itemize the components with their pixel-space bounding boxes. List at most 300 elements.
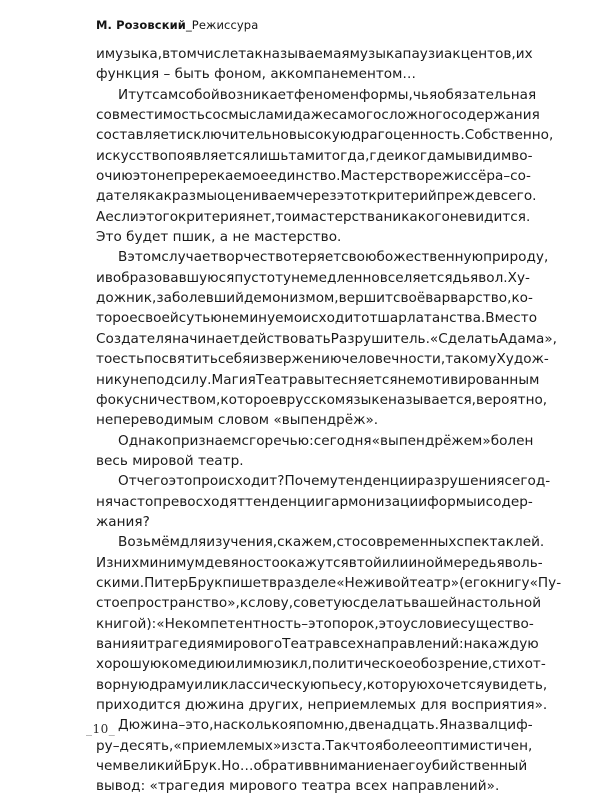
word: назвал	[448, 717, 499, 734]
word: раз	[171, 188, 197, 205]
word: Худож-	[496, 351, 549, 368]
text-line	[96, 553, 543, 573]
word: современных	[360, 534, 457, 551]
word: –	[178, 717, 186, 734]
word: ста.	[297, 737, 326, 754]
word: такому	[445, 351, 497, 368]
text-line	[96, 64, 513, 84]
word: убийственный	[423, 758, 528, 775]
word: в	[162, 46, 171, 62]
word: вытесняется	[305, 371, 398, 388]
word: том	[170, 46, 197, 62]
running-head	[96, 18, 258, 32]
word: даже	[292, 107, 332, 124]
word: политическое	[311, 656, 413, 673]
word: шарлатанства.	[377, 310, 486, 327]
word: непереводимым словом «выпендрёж».	[96, 412, 379, 429]
word: Брук	[188, 574, 223, 591]
word: «Сделать	[429, 330, 499, 347]
word: «Некомпетентность	[156, 615, 302, 632]
text-line	[96, 614, 534, 634]
word: немедленно	[291, 269, 380, 286]
word: во-	[511, 147, 533, 164]
word: Адама»,	[498, 330, 558, 347]
word: слову,	[248, 595, 294, 612]
word: пустоту	[234, 269, 292, 286]
paragraph	[96, 85, 554, 248]
word: Ху-	[507, 269, 530, 286]
word: и	[476, 493, 486, 510]
folio-number: 10	[92, 722, 109, 736]
word: видим	[465, 147, 512, 164]
word: варварство,	[425, 290, 512, 307]
text-line	[96, 166, 531, 186]
word: творчество	[210, 249, 292, 266]
word: которую	[366, 676, 428, 693]
word: искусство	[96, 147, 168, 164]
word: к	[239, 595, 249, 612]
word: Возьмём	[118, 534, 180, 551]
word: превосходят	[153, 493, 246, 510]
word: извержению	[250, 351, 342, 368]
word: Дюжина	[118, 717, 179, 734]
text-line	[96, 431, 534, 451]
word: тогда,	[323, 147, 370, 164]
word: –	[112, 737, 120, 754]
word: прежде	[436, 188, 493, 205]
text-line	[96, 573, 562, 593]
word: музыка,	[104, 46, 163, 62]
word: пьесу,	[321, 676, 367, 693]
word: драму	[149, 676, 195, 693]
word: стихот-	[492, 656, 546, 673]
word: внимание	[312, 758, 383, 775]
word: театр»	[409, 574, 460, 591]
body-text	[96, 44, 562, 797]
word: дьяволь-	[479, 554, 543, 571]
word: режиссёра	[424, 168, 504, 185]
word: классическую	[220, 676, 322, 693]
text-line	[96, 329, 558, 349]
text-line	[96, 736, 533, 756]
text-line	[96, 532, 545, 552]
word: ко-	[511, 290, 533, 307]
text-line	[96, 654, 546, 674]
word: чья	[412, 86, 438, 103]
word: их	[515, 46, 533, 62]
word: Брук.	[182, 758, 222, 775]
word: или	[226, 656, 253, 673]
paragraph	[96, 532, 562, 715]
text-line	[96, 756, 528, 776]
word: содер-	[485, 493, 533, 510]
word: возникает	[219, 86, 295, 103]
word: разделе	[277, 574, 337, 591]
word: формы	[427, 493, 477, 510]
word: для	[179, 534, 207, 551]
word: всего.	[492, 188, 537, 205]
text-line	[96, 146, 533, 166]
word: мирового	[214, 635, 283, 652]
word: чем	[96, 758, 123, 775]
word: вания	[96, 635, 139, 652]
word: изучения,	[206, 534, 278, 551]
word: А	[96, 208, 106, 225]
word: Разрушитель.	[330, 330, 430, 347]
word: формы,	[358, 86, 413, 103]
word: той	[356, 554, 382, 571]
text-line	[96, 227, 513, 247]
paragraph	[96, 247, 558, 430]
word: великий	[122, 758, 183, 775]
word: сам	[152, 86, 179, 103]
text-line	[96, 675, 548, 695]
word: более	[382, 737, 426, 754]
word: них	[113, 554, 140, 571]
word: книгу	[488, 574, 530, 591]
word: в	[278, 391, 287, 408]
word: вероятно,	[476, 391, 548, 408]
word: совместимость	[96, 107, 205, 124]
word: мастерства	[300, 208, 384, 225]
word: В	[118, 249, 128, 266]
word: природу,	[483, 249, 549, 266]
word: вселяется	[379, 269, 453, 286]
word: теряет	[291, 249, 342, 266]
text-line	[96, 207, 531, 227]
word: –	[301, 615, 309, 632]
word: называемая	[262, 46, 350, 62]
word: то	[96, 351, 113, 368]
word: это,	[185, 717, 214, 734]
word: этот	[336, 188, 369, 205]
word: обязательная	[437, 86, 537, 103]
word: пишет	[222, 574, 269, 591]
word: хочется	[427, 676, 485, 693]
word: настольной	[457, 595, 542, 612]
word: составляет	[96, 127, 177, 144]
word: очию	[96, 168, 133, 185]
word: разрушения	[416, 473, 505, 490]
paragraph	[96, 44, 533, 85]
word: это	[132, 168, 157, 185]
word: и	[138, 635, 148, 652]
word: со-	[510, 168, 531, 185]
word: Но…	[221, 758, 254, 775]
paragraph	[96, 471, 551, 532]
word: которое	[220, 391, 279, 408]
word: мюзикл,	[252, 656, 312, 673]
word: Отчего	[118, 473, 169, 490]
word: условие	[402, 615, 461, 632]
word: тут	[128, 86, 153, 103]
word: единство.	[268, 168, 341, 185]
word: феномен	[294, 86, 359, 103]
word: Так	[325, 737, 351, 754]
word: существо-	[460, 615, 534, 632]
word: каждую	[480, 635, 539, 652]
word: это	[308, 615, 332, 632]
text-line	[96, 44, 533, 64]
word: Это будет пшик, а не мастерство.	[96, 229, 342, 246]
word: музыка	[349, 46, 403, 62]
word: или	[381, 554, 409, 571]
word: я	[374, 737, 383, 754]
word: нику	[96, 371, 131, 388]
word: вашей	[411, 595, 458, 612]
word: «Неживой	[336, 574, 410, 591]
word: происходит?	[192, 473, 285, 490]
word: этом	[127, 249, 162, 266]
text-line	[96, 471, 551, 491]
word: сутью	[178, 310, 222, 327]
word: жания?	[96, 513, 150, 530]
text-line	[96, 715, 533, 735]
word: гармонизации	[323, 493, 428, 510]
word: я	[288, 717, 297, 734]
word: лишь	[250, 147, 289, 164]
word: и	[394, 147, 404, 164]
word: божественную	[376, 249, 484, 266]
text-line	[96, 410, 513, 430]
word: мы	[196, 188, 218, 205]
word: пространство»,	[128, 595, 240, 612]
word: вывод: «трагедия мирового театра всех направлений».	[96, 778, 500, 795]
word: или	[194, 676, 221, 693]
word: с	[241, 432, 250, 449]
text-line	[96, 593, 542, 613]
text-line	[96, 186, 537, 206]
word: называется,	[388, 391, 477, 408]
word: никакого	[383, 208, 450, 225]
word: из	[281, 737, 298, 754]
word: хорошую	[96, 656, 162, 673]
word: дьявол.	[452, 269, 508, 286]
word: «приемлемых»	[173, 737, 282, 754]
word: фокусничеством,	[96, 391, 221, 408]
word: своей	[137, 310, 179, 327]
word: пауз	[402, 46, 436, 62]
word: от	[361, 310, 378, 327]
word: и	[435, 46, 444, 62]
word: книгой):	[96, 615, 157, 632]
word: демонизмом,	[244, 290, 339, 307]
word: нет,	[245, 208, 276, 225]
word: со	[204, 107, 221, 124]
word: скажем,	[277, 534, 337, 551]
word: «Пу-	[529, 574, 562, 591]
word: под	[147, 371, 175, 388]
text-line	[96, 247, 549, 267]
word: критерия	[178, 208, 246, 225]
text-line	[96, 695, 548, 715]
word: сегодня	[313, 432, 372, 449]
word: спектаклей.	[456, 534, 545, 551]
word: весь мировой театр.	[96, 452, 244, 469]
text-line	[96, 268, 530, 288]
word: комедию	[161, 656, 227, 673]
word: часто	[113, 493, 154, 510]
text-line	[96, 512, 513, 532]
word: появляется	[167, 147, 251, 164]
word: образовавшуюся	[112, 269, 235, 286]
word: человечности,	[341, 351, 446, 368]
word: тенденции	[245, 493, 324, 510]
word: минимум	[139, 554, 205, 571]
word: порок,	[331, 615, 379, 632]
text-line	[96, 85, 537, 105]
word: на	[382, 758, 400, 775]
word: мы	[444, 147, 466, 164]
word: высокую	[288, 127, 352, 144]
word: себя	[217, 351, 251, 368]
word: заболевший	[156, 290, 244, 307]
word: силу.	[174, 371, 212, 388]
word: самого	[331, 107, 382, 124]
word: оптимистичен,	[425, 737, 533, 754]
running-head-author: М. Розовский	[96, 18, 186, 32]
word: в	[268, 574, 278, 591]
word: неминуемо	[221, 310, 303, 327]
text-line	[96, 492, 533, 512]
word: Театра	[255, 371, 306, 388]
word: не	[449, 208, 468, 225]
word: советую	[293, 595, 353, 612]
word: трагедия	[147, 635, 215, 652]
word: если	[105, 208, 139, 225]
word: «выпендрёжем»	[371, 432, 491, 449]
word: и	[96, 46, 105, 62]
word: и	[315, 147, 324, 164]
word: Магия	[211, 371, 256, 388]
word: Я	[438, 717, 449, 734]
word: дожник,	[96, 290, 157, 307]
word: насколько	[213, 717, 289, 734]
word: исходит	[302, 310, 362, 327]
folio-prefix-mark: _	[86, 722, 93, 736]
word: скими.	[96, 574, 145, 591]
word: есть	[112, 351, 145, 368]
text-line	[96, 451, 513, 471]
word: Почему	[284, 473, 338, 490]
word: девяносто	[204, 554, 280, 571]
word: –	[503, 168, 511, 185]
page-folio	[86, 722, 115, 736]
text-line	[96, 390, 548, 410]
word: на	[463, 635, 481, 652]
word: болен	[490, 432, 534, 449]
word: и	[291, 208, 301, 225]
text-line	[96, 370, 540, 390]
text-line	[96, 288, 533, 308]
word: в	[104, 269, 113, 286]
word: И	[118, 86, 129, 103]
word: ня	[96, 493, 114, 510]
word: приходится дюжина других, неприемлемых для восприятия».	[96, 697, 548, 713]
word: дателя	[96, 188, 147, 205]
word: не	[130, 371, 148, 388]
word: там	[288, 147, 315, 164]
word: языке	[345, 391, 389, 408]
word: десять,	[119, 737, 174, 754]
word: когда	[403, 147, 445, 164]
word: Вместо	[485, 310, 538, 327]
word: это	[168, 473, 193, 490]
word: смыслами	[220, 107, 293, 124]
word: Мастерство	[340, 168, 425, 185]
word: сегод-	[504, 473, 551, 490]
word: окажутся	[279, 554, 349, 571]
word: сделать	[352, 595, 412, 612]
word: обозрение,	[412, 656, 493, 673]
word: функция – быть фоном, аккомпанементом…	[96, 66, 417, 83]
text-line	[96, 125, 554, 145]
word: свою	[341, 249, 377, 266]
word: содержания	[450, 107, 540, 124]
word: оцениваем	[217, 188, 296, 205]
word: ворную	[96, 676, 150, 693]
word: это	[378, 615, 403, 632]
word: увидеть,	[484, 676, 548, 693]
word: своё	[392, 290, 426, 307]
word: где	[369, 147, 395, 164]
word: (его	[459, 574, 489, 591]
word: посвятить	[144, 351, 218, 368]
word: Из	[96, 554, 114, 571]
word: и	[96, 269, 105, 286]
word: вершит	[338, 290, 393, 307]
word: этого	[138, 208, 179, 225]
word: в	[348, 554, 357, 571]
word: собой	[178, 86, 220, 103]
word: Театра	[282, 635, 333, 652]
word: драгоценность.	[351, 127, 465, 144]
word: обратив	[253, 758, 313, 775]
word: Собственно,	[464, 127, 554, 144]
text-line	[96, 308, 538, 328]
word: тенденции	[337, 473, 417, 490]
text-line	[96, 105, 540, 125]
word: действовать	[239, 330, 331, 347]
running-head-title: _Режиссура	[185, 18, 259, 32]
word: направлений:	[364, 635, 464, 652]
word: числе	[196, 46, 239, 62]
word: ру	[96, 737, 113, 754]
word: начинает	[172, 330, 240, 347]
word: всех	[332, 635, 365, 652]
text-line	[96, 776, 513, 796]
folio-suffix-mark: _	[108, 722, 116, 736]
word: сто	[336, 534, 361, 551]
text-line	[96, 634, 539, 654]
word: что	[350, 737, 375, 754]
word: торое	[96, 310, 138, 327]
word: признаем	[171, 432, 242, 449]
word: акцентов,	[443, 46, 516, 62]
word: русском	[286, 391, 346, 408]
word: стое	[96, 595, 129, 612]
word: Питер	[144, 574, 189, 591]
word: горечью:	[249, 432, 314, 449]
word: иной	[408, 554, 444, 571]
word: критерий	[368, 188, 437, 205]
word: через	[295, 188, 337, 205]
word: сложного	[381, 107, 451, 124]
word: его	[399, 758, 424, 775]
word: случае	[161, 249, 211, 266]
word: Однако	[118, 432, 172, 449]
paragraph	[96, 715, 533, 796]
